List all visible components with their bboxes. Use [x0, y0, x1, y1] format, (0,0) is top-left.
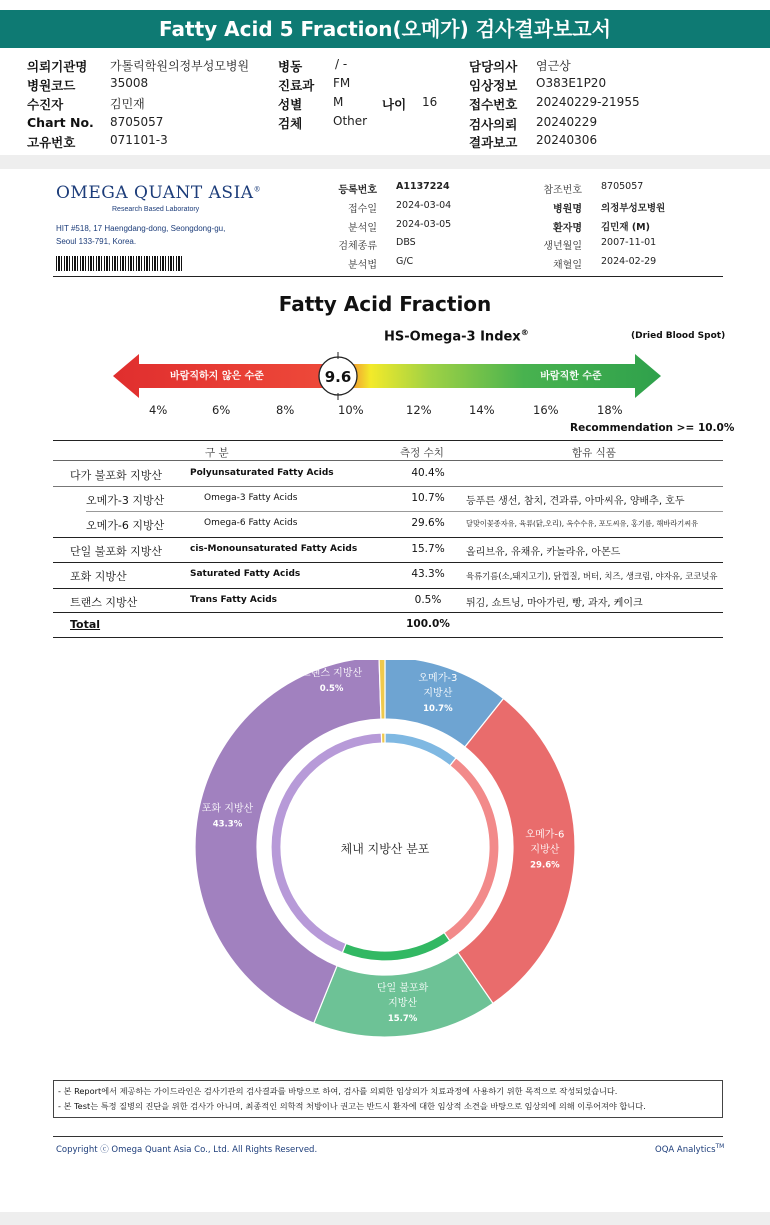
info-label: 병동 [278, 59, 303, 74]
info-label: 검체 [278, 116, 303, 131]
row-food: 육류기름(소,돼지고기), 닭껍질, 버터, 치즈, 생크림, 야자유, 코코넛유 [466, 571, 718, 581]
inner-slice-1 [444, 758, 499, 941]
tick-label: 10% [338, 403, 364, 417]
tick-label: 6% [212, 403, 231, 417]
total-value: 100.0% [406, 618, 450, 630]
good-level-label: 바람직한 수준 [540, 371, 602, 382]
meta-value: A1137224 [396, 181, 450, 192]
meta-label: 등록번호 [338, 185, 377, 196]
info-value: Other [333, 114, 368, 128]
header-value: 측정 수치 [400, 447, 444, 459]
table-top-border [53, 440, 723, 441]
meta-label: 병원명 [553, 204, 582, 215]
sample-type: (Dried Blood Spot) [631, 331, 726, 341]
footer-brand-text: OQA Analytics [655, 1144, 716, 1155]
row-divider [53, 612, 723, 613]
bad-level-label: 바람직하지 않은 수준 [170, 371, 264, 382]
slice-label-2: 단일 불포화 지방산 15.7% [376, 983, 429, 1025]
meta-value: G/C [396, 256, 414, 267]
disclaimer-line: - 본 Report에서 제공하는 가이드라인은 검사기관의 검사결과를 바탕으로 하여, 검사를 의뢰한 임상의가 치료과정에 사용하기 위한 목적으로 작성되었습니다. [58, 1086, 618, 1096]
tick-label: 4% [149, 403, 168, 417]
info-value: 071101-3 [110, 133, 168, 147]
info-value: 염근상 [536, 59, 571, 73]
section-title: Fatty Acid Fraction [278, 292, 492, 316]
info-value: 35008 [110, 76, 149, 90]
inner-slice-2 [342, 933, 449, 961]
slice-label-0: 오메가-3 지방산 10.7% [418, 672, 458, 714]
meta-value: 김민재 (M) [601, 222, 650, 233]
divider-band [0, 155, 770, 169]
total-label: Total [70, 618, 101, 631]
row-ko: 포화 지방산 [70, 570, 127, 583]
info-value: 8705057 [110, 115, 164, 129]
info-label: 담당의사 [469, 59, 518, 74]
slice-label-1: 오메가-6 지방산 29.6% [525, 829, 565, 871]
meta-label: 접수일 [348, 204, 377, 215]
meta-value: 2024-03-05 [396, 219, 452, 230]
age-value: 16 [422, 95, 438, 109]
meta-label: 채혈일 [553, 260, 582, 271]
row-value: 10.7% [411, 492, 445, 504]
info-label: 수진자 [27, 97, 64, 112]
row-divider [86, 511, 723, 512]
row-value: 0.5% [414, 594, 442, 606]
outer-slice-2 [314, 952, 493, 1037]
tick-label: 18% [597, 403, 623, 417]
meta-divider [53, 276, 723, 277]
recommendation: Recommendation >= 10.0% [570, 422, 735, 434]
info-value: FM [333, 76, 351, 90]
lab-address-2: Seoul 133-791, Korea. [56, 237, 137, 246]
disclaimer-box [53, 1080, 723, 1118]
age-label: 나이 [382, 97, 407, 112]
meta-label: 생년월일 [543, 241, 582, 252]
fatty-acid-donut-chart [180, 660, 600, 1040]
row-ko: 단일 불포화 지방산 [70, 545, 163, 558]
meta-label: 검체종류 [338, 241, 377, 252]
tick-label: 16% [533, 403, 559, 417]
meta-value: DBS [396, 237, 416, 248]
meta-label: 참조번호 [543, 185, 582, 196]
report-title: Fatty Acid 5 Fraction(오메가) 검사결과보고서 [0, 10, 770, 48]
row-en: Saturated Fatty Acids [190, 569, 301, 579]
row-value: 29.6% [411, 517, 445, 529]
bottom-band [0, 1212, 770, 1225]
omega3-index-gauge [105, 350, 665, 402]
lab-registered-mark: ® [253, 185, 262, 194]
info-label: 성별 [278, 97, 303, 112]
copyright: Copyright ⓒ Omega Quant Asia Co., Ltd. All Rights Reserved. [56, 1145, 318, 1155]
meta-label: 분석법 [348, 260, 377, 271]
meta-value: 의정부성모병원 [601, 203, 666, 214]
row-divider [53, 486, 723, 487]
index-title-text: HS-Omega-3 Index [384, 329, 521, 345]
info-label: 의뢰기관명 [27, 59, 88, 74]
row-ko: 다가 불포화 지방산 [70, 469, 163, 482]
footer-tm: TM [715, 1143, 725, 1150]
row-ko: 오메가-6 지방산 [86, 519, 165, 532]
info-label: 검사의뢰 [469, 117, 518, 132]
inner-slice-4 [381, 733, 385, 743]
row-food: 등푸른 생선, 참치, 견과류, 아마씨유, 양배추, 호두 [466, 496, 685, 507]
lab-name: OMEGA QUANT ASIA [56, 183, 254, 203]
meta-value: 8705057 [601, 181, 644, 192]
table-bottom-border [53, 637, 723, 638]
index-value: 9.6 [324, 368, 352, 386]
tick-label: 12% [406, 403, 432, 417]
lab-tagline: Research Based Laboratory [112, 206, 200, 213]
tick-label: 14% [469, 403, 495, 417]
meta-label: 환자명 [553, 223, 582, 234]
info-value: O383E1P20 [536, 76, 607, 90]
info-label: Chart No. [27, 115, 94, 130]
row-food: 올리브유, 유채유, 카놀라유, 아몬드 [466, 547, 621, 558]
info-value: 김민재 [110, 97, 145, 111]
info-value: M [333, 95, 344, 109]
slice-label-4: 트랜스 지방산 0.5% [301, 668, 363, 695]
info-value: 가톨릭학원의정부성모병원 [110, 59, 250, 73]
chart-title: 체내 지방산 분포 [340, 842, 430, 856]
barcode [56, 256, 184, 271]
row-food: 튀김, 쇼트닝, 마아가린, 빵, 과자, 케이크 [466, 598, 643, 609]
row-divider [53, 562, 723, 563]
info-label: 진료과 [278, 78, 315, 93]
row-ko: 오메가-3 지방산 [86, 494, 165, 507]
info-label: 임상정보 [469, 78, 518, 93]
slice-label-3: 포화 지방산 43.3% [201, 803, 254, 830]
info-value: 20240229-21955 [536, 95, 640, 109]
row-en: Trans Fatty Acids [190, 595, 278, 605]
index-registered-mark: ® [520, 328, 529, 337]
info-value: 20240306 [536, 133, 598, 147]
row-en: Omega-3 Fatty Acids [204, 493, 298, 503]
lab-logo [56, 183, 261, 203]
row-value: 43.3% [411, 568, 445, 580]
row-en: cis-Monounsaturated Fatty Acids [190, 544, 358, 554]
info-label: 접수번호 [469, 97, 518, 112]
meta-value: 2024-02-29 [601, 256, 657, 267]
row-food: 달맞이꽃종자유, 육류(닭,오리), 옥수수유, 포도씨유, 홍기름, 해바라기씨유 [466, 519, 699, 528]
row-en: Polyunsaturated Fatty Acids [190, 468, 334, 478]
row-value: 15.7% [411, 543, 445, 555]
meta-value: 2007-11-01 [601, 237, 657, 248]
index-marker [319, 352, 357, 400]
table-header-border [53, 460, 723, 461]
inner-slice-0 [385, 733, 456, 766]
info-value: 20240229 [536, 115, 598, 129]
footer-divider [53, 1136, 723, 1137]
index-title [384, 328, 529, 344]
disclaimer-line: - 본 Test는 특정 질병의 진단을 위한 검사가 아니며, 최종적인 의학적 처방이나 권고는 반드시 환자에 대한 임상적 소견을 바탕으로 임상의에 의해 이루어져야 합니다. [58, 1101, 646, 1111]
footer-brand [655, 1143, 724, 1155]
info-label: 병원코드 [27, 78, 76, 93]
info-label: 결과보고 [469, 135, 518, 150]
row-en: Omega-6 Fatty Acids [204, 518, 298, 528]
header-food: 함유 식품 [572, 447, 616, 459]
row-divider [53, 537, 723, 538]
row-divider [53, 588, 723, 589]
tick-label: 8% [276, 403, 295, 417]
row-ko: 트랜스 지방산 [70, 596, 138, 609]
meta-value: 2024-03-04 [396, 200, 452, 211]
info-label: 고유번호 [27, 135, 76, 150]
info-value: / - [335, 57, 348, 71]
lab-address-1: HIT #518, 17 Haengdang-dong, Seongdong-gu, [56, 224, 226, 233]
meta-label: 분석일 [348, 223, 377, 234]
header-category: 구 분 [205, 447, 229, 459]
row-value: 40.4% [411, 467, 445, 479]
